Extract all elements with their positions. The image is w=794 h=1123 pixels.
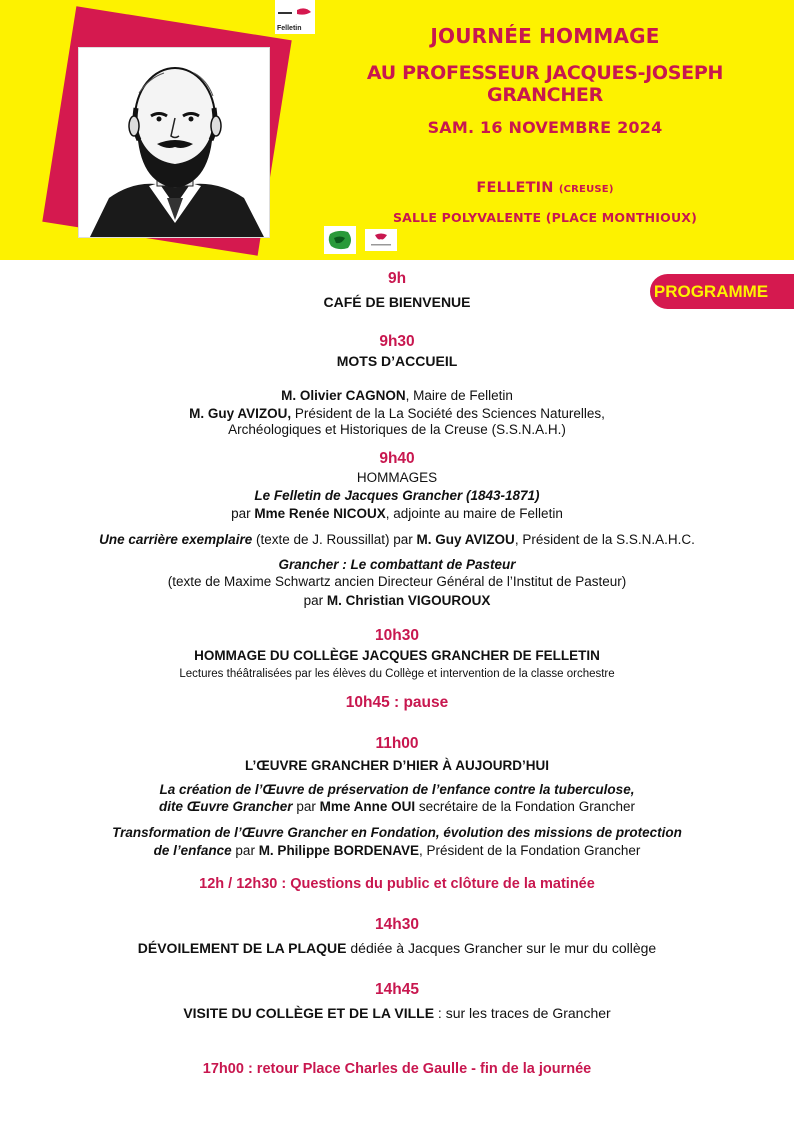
hommage-3-title: Grancher : Le combattant de Pasteur xyxy=(278,557,516,572)
oeuvre-1-line2 xyxy=(0,799,794,814)
hommage-3-text: (texte de Maxime Schwartz ancien Directeur Général de l’Institut de Pasteur) xyxy=(167,574,627,589)
speaker-name: M. Guy AVIZOU, xyxy=(189,406,292,421)
speaker-name: Mme Renée NICOUX xyxy=(254,506,386,521)
speaker-role: , adjointe au maire de Felletin xyxy=(385,506,563,521)
speaker-role: , Maire de Felletin xyxy=(405,388,513,403)
portrait-drawing xyxy=(79,48,270,238)
oeuvre-2-line2 xyxy=(0,843,794,858)
speaker-role: secrétaire de la Fondation Grancher xyxy=(415,799,635,814)
item-college-title: HOMMAGE DU COLLÈGE JACQUES GRANCHER DE FELLETIN xyxy=(194,648,600,663)
oeuvre-1-title-end: dite Œuvre Grancher xyxy=(159,799,293,814)
time-9h40: 9h40 xyxy=(379,450,415,467)
portrait-image xyxy=(78,47,270,238)
header-location xyxy=(330,180,760,196)
item-plaque-title: DÉVOILEMENT DE LA PLAQUE xyxy=(137,940,347,956)
pause: 10h45 : pause xyxy=(345,694,449,711)
speaker-cagnon xyxy=(0,388,794,403)
header-town: FELLETIN xyxy=(476,180,554,196)
item-plaque-text: dédiée à Jacques Grancher sur le mur du collège xyxy=(346,940,657,956)
speaker-avizou-role-cont: Archéologiques et Historiques de la Creuse (S.S.N.A.H.) xyxy=(228,422,566,437)
time-14h45: 14h45 xyxy=(375,981,419,998)
questions-closing: 12h / 12h30 : Questions du public et clôture de la matinée xyxy=(199,876,595,892)
time-9h30: 9h30 xyxy=(379,333,415,350)
oeuvre-1-line1: La création de l’Œuvre de préservation de l’enfance contre la tuberculose, xyxy=(159,782,635,797)
hommage-2 xyxy=(0,532,794,547)
by-label: par xyxy=(303,593,327,608)
header-title-line1: JOURNÉE HOMMAGE xyxy=(430,24,660,48)
by-label: par xyxy=(231,506,255,521)
header-region: (CREUSE) xyxy=(558,184,614,195)
fondation-grancher-logo xyxy=(365,229,397,251)
item-cafe-title: CAFÉ DE BIENVENUE xyxy=(323,294,471,310)
hommage-2-title: Une carrière exemplaire xyxy=(99,532,253,547)
item-visite xyxy=(0,1005,794,1021)
header-title-line2: AU PROFESSEUR JACQUES-JOSEPH GRANCHER xyxy=(366,62,724,106)
creuse-society-logo xyxy=(324,226,356,254)
by-label: par xyxy=(231,843,259,858)
programme-badge: PROGRAMME xyxy=(650,274,794,309)
oeuvre-2-line1: Transformation de l’Œuvre Grancher en Fondation, évolution des missions de protection xyxy=(112,825,682,840)
speaker-name: M. Christian VIGOUROUX xyxy=(326,593,491,608)
item-visite-text: : sur les traces de Grancher xyxy=(434,1005,611,1021)
item-accueil-title: MOTS D’ACCUEIL xyxy=(336,353,458,369)
time-11h00: 11h00 xyxy=(375,735,419,752)
hommage-1-title: Le Felletin de Jacques Grancher (1843-1871) xyxy=(254,488,540,503)
oeuvre-2-title-end: de l’enfance xyxy=(153,843,232,858)
speaker-role: Président de la La Société des Sciences Naturelles, xyxy=(291,406,605,421)
speaker-role: , Président de la Fondation Grancher xyxy=(418,843,641,858)
end-of-day: 17h00 : retour Place Charles de Gaulle - fin de la journée xyxy=(202,1061,592,1077)
by-label: par xyxy=(292,799,320,814)
header-venue: SALLE POLYVALENTE (PLACE MONTHIOUX) xyxy=(392,210,698,225)
felletin-logo xyxy=(275,0,315,32)
hommage-1-speaker xyxy=(0,506,794,521)
item-oeuvre-title: L’ŒUVRE GRANCHER D’HIER À AUJOURD’HUI xyxy=(244,758,550,773)
time-10h30: 10h30 xyxy=(375,627,419,644)
felletin-logo-text: Felletin xyxy=(277,25,302,32)
hommage-2-text: (texte de J. Roussillat) par xyxy=(252,532,417,547)
item-college-sub: Lectures théâtralisées par les élèves du Collège et intervention de la classe orchestre xyxy=(179,668,615,680)
time-9h: 9h xyxy=(387,270,407,287)
item-hommages-title: HOMMAGES xyxy=(356,470,438,485)
hommage-3-speaker xyxy=(0,593,794,608)
item-visite-title: VISITE DU COLLÈGE ET DE LA VILLE xyxy=(183,1005,435,1021)
speaker-name: M. Philippe BORDENAVE xyxy=(258,843,419,858)
speaker-role: , Président de la S.S.N.A.H.C. xyxy=(514,532,695,547)
time-14h30: 14h30 xyxy=(375,916,419,933)
item-plaque xyxy=(0,940,794,956)
speaker-avizou xyxy=(0,406,794,421)
header-date: SAM. 16 NOVEMBRE 2024 xyxy=(427,118,663,137)
speaker-name: Mme Anne OUI xyxy=(319,799,416,814)
speaker-name: M. Olivier CAGNON xyxy=(281,388,406,403)
speaker-name: M. Guy AVIZOU xyxy=(416,532,515,547)
